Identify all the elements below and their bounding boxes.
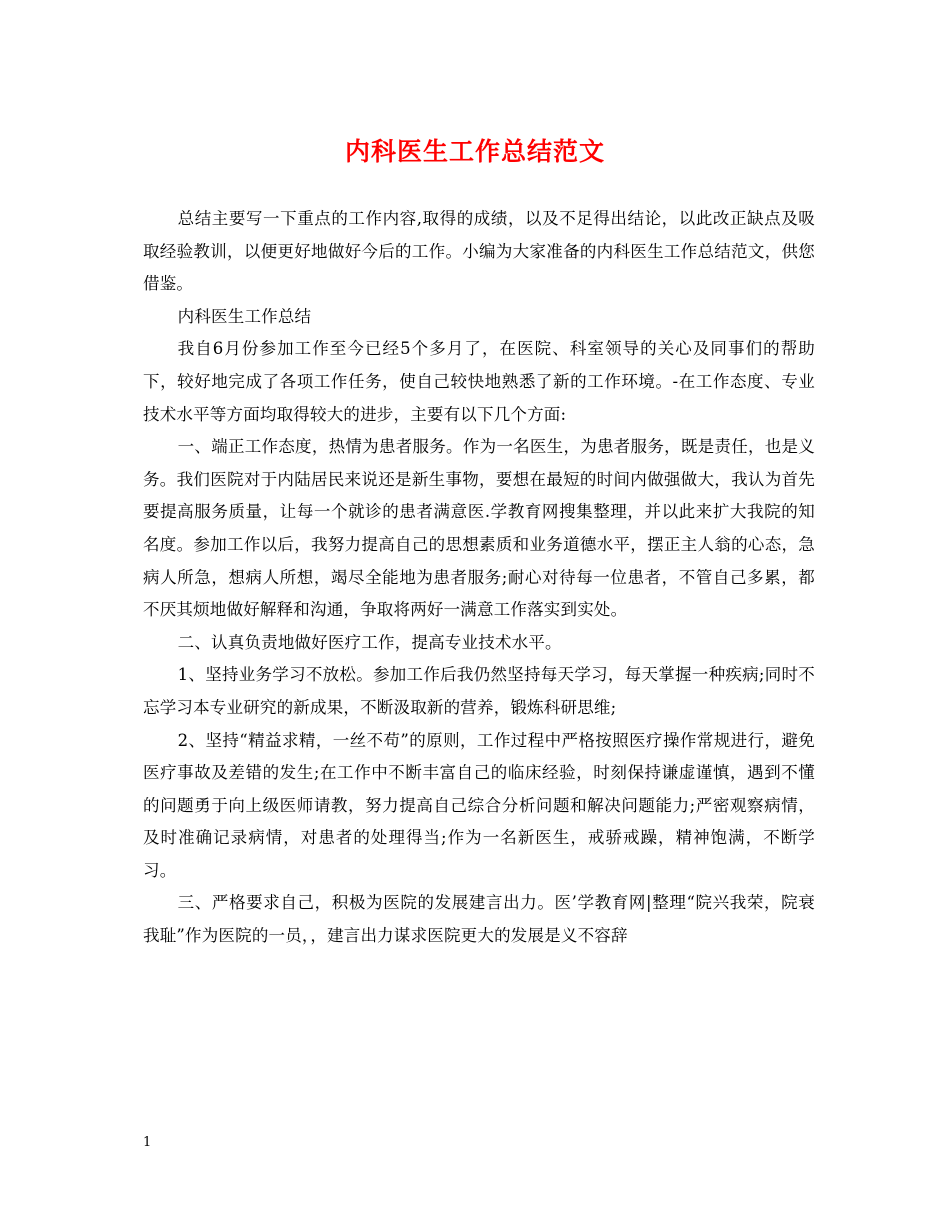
page-title: 内科医生工作总结范文 — [344, 137, 605, 166]
page-number: 1 — [143, 1135, 152, 1150]
paragraph-subheading: 内科医生工作总结 — [177, 306, 312, 326]
paragraph-section-2: 二、认真负责地做好医疗工作，提高专业技术水平。 — [177, 632, 562, 652]
paragraph-section-1: 一、端正工作态度，热情为患者服务。作为一名医生，为患者服务，既是责任，也是义务。我们医院对于内陆居民来说还是新生事物，要想在最短的时间内做强做大，我认为首先要提高服务质量，让每一个就诊的患者满意医.学教育网搜集整理，并以此来扩大我院的知名度。参加工作以后，我努力提高自己的思想素质和业务道德水平，摆正主人翁的心态，急病人所急，想病人所想，竭尽全能地为患者服务;耐心对待每一位患者，不管自己多累，都不厌其烦地做好解释和沟通，争取将两好一满意工作落实到实处。 — [143, 437, 815, 620]
paragraph-section-2-item-2: 2、坚持“精益求精，一丝不苟”的原则，工作过程中严格按照医疗操作常规进行，避免医疗事故及差错的发生;在工作中不断丰富自己的临床经验，时刻保持谦虚谨慎，遇到不懂的问题勇于向上级医师请教，努力提高自己综合分析问题和解决问题能力;严密观察病情，及时准确记录病情，对患者的处理得当;作为一名新医生，戒骄戒躁，精神饱满，不断学习。 — [143, 730, 815, 880]
paragraph-section-3: 三、严格要求自己，积极为医院的发展建言出力。医’学教育网|整理“院兴我荣，院衰我耻”作为医院的一员，，建言出力谋求医院更大的发展是义不容辞 — [143, 893, 815, 946]
document-body — [143, 203, 815, 953]
paragraph-section-2-item-1: 1、坚持业务学习不放松。参加工作后我仍然坚持每天学习，每天掌握一种疾病;同时不忘学习本专业研究的新成果，不断汲取新的营养，锻炼科研思维; — [143, 665, 815, 717]
paragraph-overview: 我自6月份参加工作至今已经5个多月了，在医院、科室领导的关心及同事们的帮助下，较好地完成了各项工作任务，使自己较快地熟悉了新的工作环境。-在工作态度、专业技术水平等方面均取得较大的进步，主要有以下几个方面: — [143, 339, 815, 424]
paragraph-intro: 总结主要写一下重点的工作内容,取得的成绩，以及不足得出结论，以此改正缺点及吸取经验教训，以便更好地做好今后的工作。小编为大家准备的内科医生工作总结范文，供您借鉴。 — [143, 209, 815, 294]
